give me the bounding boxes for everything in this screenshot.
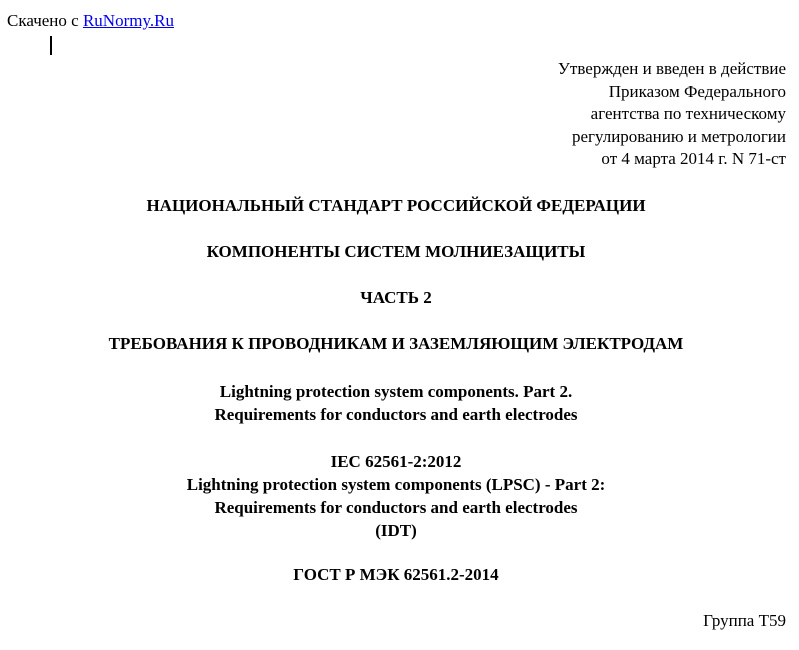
approval-line: регулированию и метрологии bbox=[571, 126, 786, 146]
iec-title-line2: Requirements for conductors and earth electrodes bbox=[214, 498, 578, 517]
approval-block bbox=[558, 58, 786, 171]
approval-line: Приказом Федерального bbox=[608, 81, 786, 101]
group-code: Группа Т59 bbox=[703, 611, 786, 630]
iec-block bbox=[0, 450, 792, 542]
iec-number: IEC 62561-2:2012 bbox=[330, 452, 462, 471]
gost-number: ГОСТ Р МЭК 62561.2-2014 bbox=[293, 565, 499, 584]
english-title bbox=[0, 381, 792, 426]
source-line bbox=[7, 11, 174, 31]
subtitle-heading: ТРЕБОВАНИЯ К ПРОВОДНИКАМ И ЗАЗЕМЛЯЮЩИМ ЭЛЕКТРОДАМ bbox=[108, 334, 684, 353]
part-heading: ЧАСТЬ 2 bbox=[360, 288, 432, 307]
iec-title-line1: Lightning protection system components (LPSC) - Part 2: bbox=[186, 475, 606, 494]
title-heading: КОМПОНЕНТЫ СИСТЕМ МОЛНИЕЗАЩИТЫ bbox=[206, 242, 586, 261]
english-title-line2: Requirements for conductors and earth electrodes bbox=[214, 404, 578, 424]
source-link[interactable]: RuNormy.Ru bbox=[82, 11, 174, 30]
source-prefix: Скачено с bbox=[7, 11, 83, 30]
approval-line: агентства по техническому bbox=[590, 104, 786, 123]
english-title-line1: Lightning protection system components. Part 2. bbox=[219, 382, 573, 401]
approval-line: от 4 марта 2014 г. N 71-ст bbox=[601, 149, 786, 168]
text-cursor bbox=[50, 36, 52, 55]
standard-type-heading: НАЦИОНАЛЬНЫЙ СТАНДАРТ РОССИЙСКОЙ ФЕДЕРАЦИИ bbox=[146, 196, 646, 215]
iec-equivalence: (IDT) bbox=[375, 521, 417, 540]
approval-line: Утвержден и введен в действие bbox=[557, 59, 786, 78]
